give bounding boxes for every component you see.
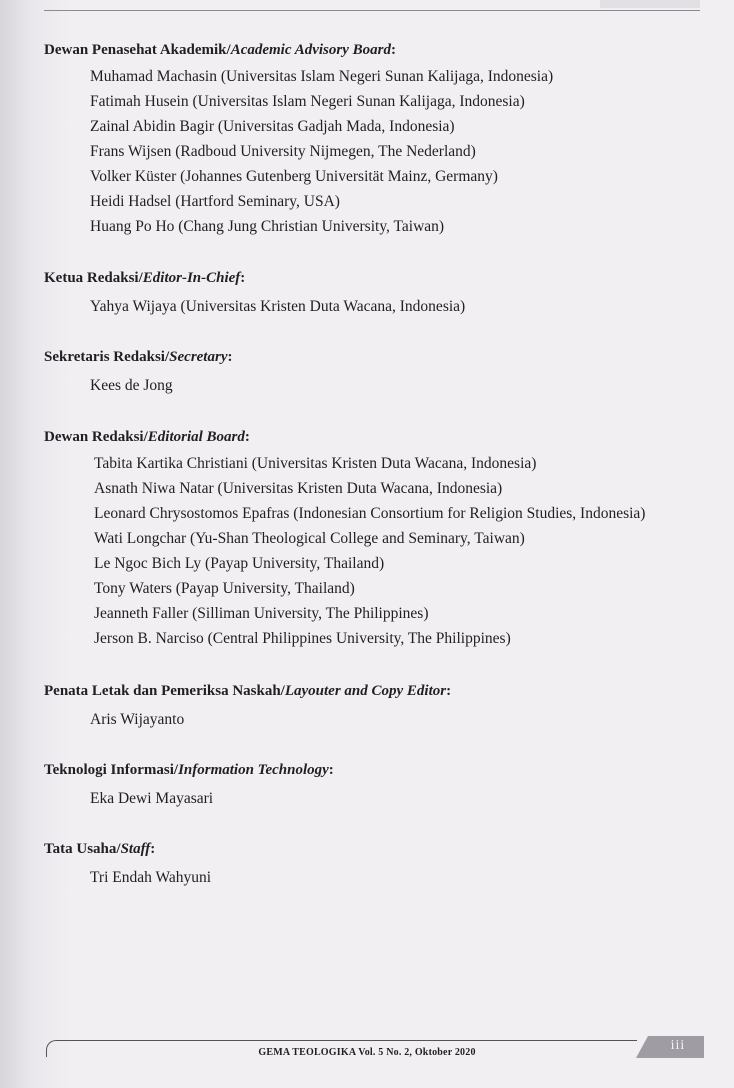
editorial-board-section — [44, 427, 704, 651]
list-item: Aris Wijayanto — [90, 711, 185, 728]
list-item: Tri Endah Wahyuni — [90, 869, 212, 886]
page-number: iii — [670, 1038, 686, 1053]
information-technology-section — [44, 760, 704, 811]
heading-en: Editor-In-Chief — [142, 270, 241, 286]
list-item: Muhamad Machasin (Universitas Islam Negeri Sunan Kalijaga, Indonesia) — [90, 68, 554, 85]
list-item: Fatimah Husein (Universitas Islam Negeri Sunan Kalijaga, Indonesia) — [90, 93, 525, 110]
heading-en: Secretary — [169, 349, 228, 365]
heading-colon: : — [244, 429, 250, 445]
heading-id: Teknologi Informasi/ — [44, 762, 179, 778]
advisory-board-section — [44, 40, 704, 239]
list-item: Jerson B. Narciso (Central Philippines University, The Philippines) — [94, 630, 511, 647]
list-item: Frans Wijsen (Radboud University Nijmegen, The Nederland) — [90, 143, 476, 160]
list-item: Huang Po Ho (Chang Jung Christian University, Taiwan) — [90, 218, 445, 235]
heading-id: Tata Usaha/ — [44, 841, 121, 857]
list-item: Wati Longchar (Yu-Shan Theological College and Seminary, Taiwan) — [94, 530, 525, 547]
heading-colon: : — [227, 349, 233, 365]
list-item: Tabita Kartika Christiani (Universitas Kristen Duta Wacana, Indonesia) — [94, 455, 537, 472]
heading-id: Sekretaris Redaksi/ — [44, 349, 170, 365]
heading-id: Penata Letak dan Pemeriksa Naskah/ — [44, 683, 285, 699]
layouter-heading — [44, 681, 704, 701]
staff-section — [44, 839, 704, 890]
secretary-list — [44, 373, 704, 398]
list-item: Le Ngoc Bich Ly (Payap University, Thailand) — [94, 555, 385, 572]
heading-colon: : — [328, 762, 334, 778]
editor-in-chief-section — [44, 268, 704, 319]
list-item: Jeanneth Faller (Silliman University, The Philippines) — [94, 605, 429, 622]
heading-colon: : — [150, 841, 156, 857]
heading-colon: : — [390, 42, 396, 58]
information-technology-heading — [44, 760, 704, 780]
heading-en: Layouter and Copy Editor — [284, 683, 447, 699]
heading-colon: : — [446, 683, 452, 699]
list-item: Kees de Jong — [90, 377, 173, 394]
staff-list — [44, 865, 704, 890]
list-item: Zainal Abidin Bagir (Universitas Gadjah Mada, Indonesia) — [90, 118, 455, 135]
list-item: Heidi Hadsel (Hartford Seminary, USA) — [90, 193, 340, 210]
editorial-board-list — [44, 451, 704, 651]
layouter-list — [44, 707, 704, 732]
heading-en: Academic Advisory Board — [230, 42, 391, 58]
heading-en: Staff — [120, 841, 151, 857]
list-item: Tony Waters (Payap University, Thailand) — [94, 580, 355, 597]
heading-en: Editorial Board — [147, 429, 245, 445]
list-item: Eka Dewi Mayasari — [90, 790, 214, 807]
information-technology-list — [44, 786, 704, 811]
journal-footer: GEMA TEOLOGIKA Vol. 5 No. 2, Oktober 2020 — [258, 1047, 476, 1058]
advisory-board-heading — [44, 40, 704, 60]
secretary-section — [44, 347, 704, 398]
staff-heading — [44, 839, 704, 859]
layouter-section — [44, 681, 704, 732]
heading-id: Ketua Redaksi/ — [44, 270, 143, 286]
heading-en: Information Technology — [178, 762, 329, 778]
advisory-board-list — [44, 64, 704, 239]
list-item: Leonard Chrysostomos Epafras (Indonesian Consortium for Religion Studies, Indonesia) — [94, 505, 646, 522]
list-item: Asnath Niwa Natar (Universitas Kristen Duta Wacana, Indonesia) — [94, 480, 503, 497]
heading-colon: : — [240, 270, 246, 286]
secretary-heading — [44, 347, 704, 367]
heading-id: Dewan Penasehat Akademik/ — [44, 42, 231, 58]
editor-in-chief-list — [44, 294, 704, 319]
list-item: Volker Küster (Johannes Gutenberg Universität Mainz, Germany) — [90, 168, 498, 185]
editorial-board-heading — [44, 427, 704, 447]
heading-id: Dewan Redaksi/ — [44, 429, 148, 445]
list-item: Yahya Wijaya (Universitas Kristen Duta Wacana, Indonesia) — [90, 298, 466, 315]
editor-in-chief-heading — [44, 268, 704, 288]
